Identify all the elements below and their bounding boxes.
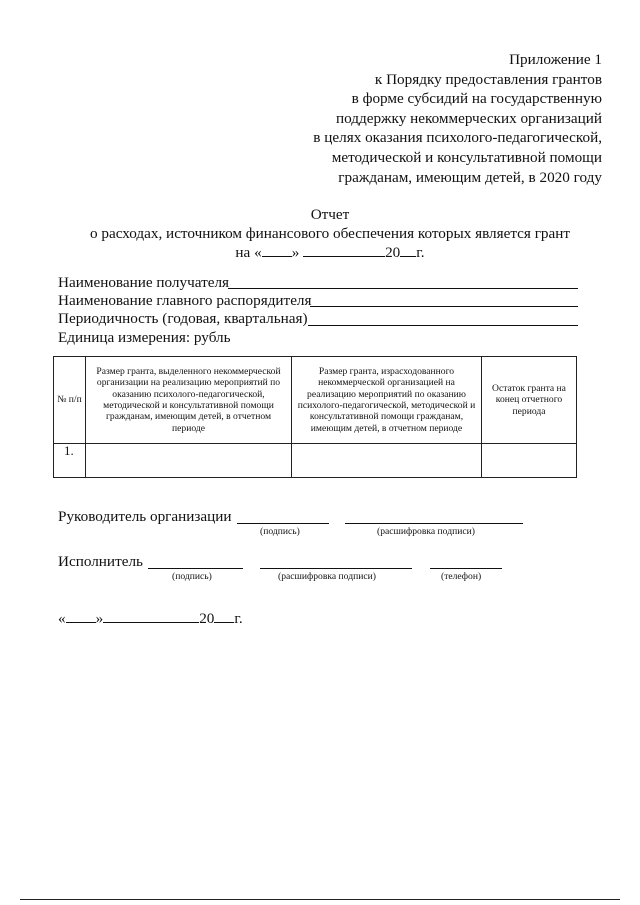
cell-remainder[interactable]: [482, 444, 577, 478]
unit-field: [58, 329, 578, 347]
report-date-suffix: г.: [416, 244, 425, 261]
appendix-line: к Порядку предоставления грантов: [374, 70, 602, 88]
recipient-field: [58, 274, 578, 292]
head-label: Руководитель организации: [58, 508, 232, 525]
report-day-blank: [262, 243, 292, 257]
cell-spent[interactable]: [292, 444, 482, 478]
appendix-line: методической и консультативной помощи: [331, 148, 602, 166]
report-date-year: 20: [385, 244, 401, 261]
exec-decode-caption: (расшифровка подписи): [278, 571, 376, 582]
footer-date-suffix: г.: [234, 610, 243, 627]
report-fields: [58, 274, 578, 347]
header-allocated: Размер гранта, выделенного некоммерческой организации на реализацию мероприятий по оказанию психолого-педагогической, методической и консультативной помощи гражданам, имеющим детей, в отчетном периоде: [86, 357, 292, 444]
footer-day-blank[interactable]: [66, 608, 96, 623]
report-date: [40, 243, 620, 262]
appendix-line: гражданам, имеющим детей, в 2020 году: [338, 168, 602, 186]
main-manager-line[interactable]: [310, 306, 578, 307]
exec-sign-line[interactable]: [148, 568, 243, 569]
footer-date-year: 20: [199, 610, 215, 627]
header-spent: Размер гранта, израсходованного некоммерческой организацией на реализацию мероприятий по оказанию психолого-педагогической, методической и консультативной помощи гражданам, имеющим детей, в отчетном периоде: [292, 357, 482, 444]
cell-number: 1.: [54, 444, 86, 478]
recipient-line[interactable]: [228, 288, 578, 289]
periodicity-field: [58, 310, 578, 328]
report-year-blank: [400, 243, 416, 257]
head-decode-caption: (расшифровка подписи): [377, 526, 475, 537]
footer-date-open: «: [58, 610, 66, 627]
head-sign-caption: (подпись): [260, 526, 300, 537]
exec-decode-line[interactable]: [260, 568, 412, 569]
report-subtitle: о расходах, источником финансового обеспечения которых является грант: [89, 225, 571, 242]
report-title: Отчет: [310, 206, 350, 223]
cell-allocated[interactable]: [86, 444, 292, 478]
head-decode-line[interactable]: [345, 523, 523, 524]
report-title-block: [40, 205, 620, 262]
footer-date-close: »: [95, 610, 104, 627]
appendix-header: [313, 50, 602, 187]
report-date-mid: »: [291, 244, 300, 261]
main-manager-field: [58, 292, 578, 310]
header-number: № п/п: [54, 357, 86, 444]
footer-year-blank[interactable]: [214, 608, 234, 623]
table-header-row: [54, 357, 577, 444]
header-remainder: Остаток гранта на конец отчетного периода: [482, 357, 577, 444]
main-manager-label: Наименование главного распорядителя: [58, 292, 312, 310]
appendix-line: в целях оказания психолого-педагогической,: [313, 129, 602, 147]
appendix-line: поддержку некоммерческих организаций: [335, 109, 602, 127]
footer-date: [58, 608, 243, 628]
periodicity-line[interactable]: [308, 325, 578, 326]
bottom-rule: [20, 899, 620, 900]
footer-month-blank[interactable]: [103, 608, 199, 623]
table-row: [54, 444, 577, 478]
exec-phone-line[interactable]: [430, 568, 502, 569]
appendix-line: Приложение 1: [509, 51, 602, 68]
report-table: [53, 356, 577, 478]
recipient-label: Наименование получателя: [58, 274, 230, 291]
head-sign-line[interactable]: [237, 523, 329, 524]
exec-phone-caption: (телефон): [441, 571, 482, 582]
executor-label: Исполнитель: [58, 553, 143, 570]
report-month-blank: [303, 243, 385, 257]
unit-label: Единица измерения: рубль: [58, 328, 231, 346]
appendix-line: в форме субсидий на государственную: [351, 90, 602, 108]
report-date-prefix: на «: [235, 244, 262, 261]
exec-sign-caption: (подпись): [172, 571, 212, 582]
periodicity-label: Периодичность (годовая, квартальная): [58, 310, 308, 328]
